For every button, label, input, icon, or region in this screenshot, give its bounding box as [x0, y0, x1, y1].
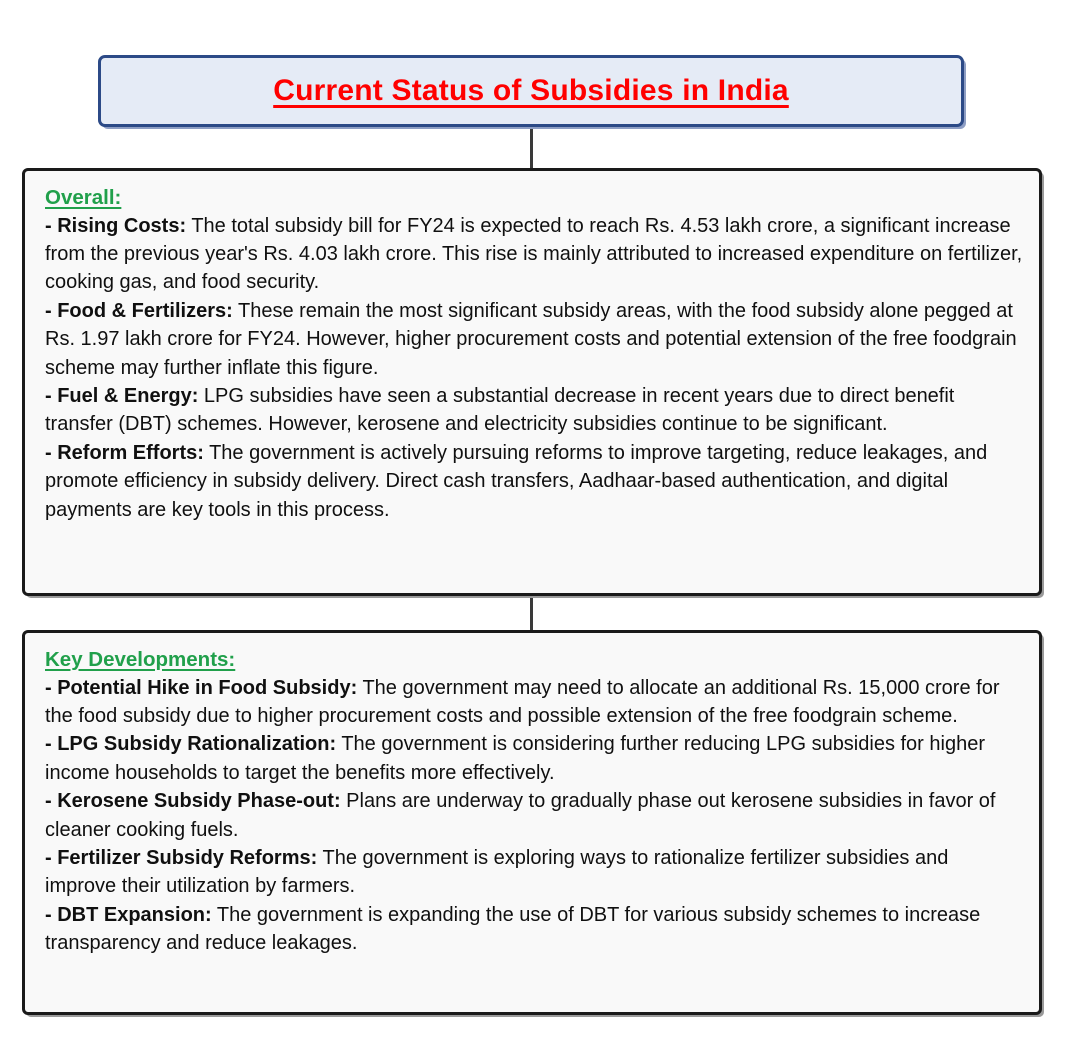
list-item [45, 674, 1023, 731]
section-heading-key-developments: Key Developments: [45, 648, 236, 671]
overall-section-box [22, 168, 1042, 596]
item-lead: - Fuel & Energy: [45, 384, 199, 407]
item-lead: - Fertilizer Subsidy Reforms: [45, 846, 318, 869]
item-lead: - Rising Costs: [45, 214, 187, 237]
item-body: The government may need to allocate an additional Rs. 15,000 crore for the food subsidy due to higher procurement costs and possible extension of the free foodgrain scheme. [45, 676, 1000, 728]
item-lead: - LPG Subsidy Rationalization: [45, 733, 337, 756]
item-lead: - Kerosene Subsidy Phase-out: [45, 790, 341, 813]
list-item [45, 297, 1023, 382]
item-lead: - Potential Hike in Food Subsidy: [45, 676, 358, 699]
list-item [45, 844, 1023, 901]
key-developments-section-box [22, 630, 1042, 1015]
item-body: The government is considering further reducing LPG subsidies for higher income households to target the benefits more effectively. [45, 733, 985, 784]
list-item [45, 901, 1023, 958]
list-item [45, 730, 1023, 787]
item-body: The government is exploring ways to rationalize fertilizer subsidies and improve their utilization by farmers. [45, 846, 949, 898]
item-body: Plans are underway to gradually phase out kerosene subsidies in favor of cleaner cooking fuels. [45, 790, 996, 841]
item-lead: - Reform Efforts: [45, 441, 204, 464]
list-item [45, 787, 1023, 844]
item-lead: - Food & Fertilizers: [45, 299, 233, 322]
item-body: The total subsidy bill for FY24 is expected to reach Rs. 4.53 lakh crore, a significant increase from the previous year's Rs. 4.03 lakh crore. This rise is mainly attributed to increased expenditure on fertilizer, cooking gas, and food security. [45, 214, 1023, 294]
item-body: LPG subsidies have seen a substantial decrease in recent years due to direct benefit transfer (DBT) schemes. However, kerosene and electricity subsidies continue to be significant. [45, 384, 955, 436]
connector-overall-to-keydev [530, 596, 533, 631]
page-title: Current Status of Subsidies in India [273, 74, 789, 107]
list-item [45, 382, 1023, 439]
item-lead: - DBT Expansion: [45, 903, 212, 926]
list-item [45, 212, 1023, 297]
title-box [98, 55, 964, 127]
item-body: The government is expanding the use of DBT for various subsidy schemes to increase transparency and reduce leakages. [45, 903, 981, 955]
item-body: These remain the most significant subsidy areas, with the food subsidy alone pegged at Rs. 1.97 lakh crore for FY24. However, higher procurement costs and potential extension of the free foodgrain scheme may further inflate this figure. [45, 299, 1017, 379]
list-item [45, 439, 1023, 524]
item-body: The government is actively pursuing reforms to improve targeting, reduce leakages, and promote efficiency in subsidy delivery. Direct cash transfers, Aadhaar-based authentication, and digital payments are key tools in this process. [45, 441, 988, 521]
section-heading-overall: Overall: [45, 186, 122, 209]
connector-title-to-overall [530, 127, 533, 169]
